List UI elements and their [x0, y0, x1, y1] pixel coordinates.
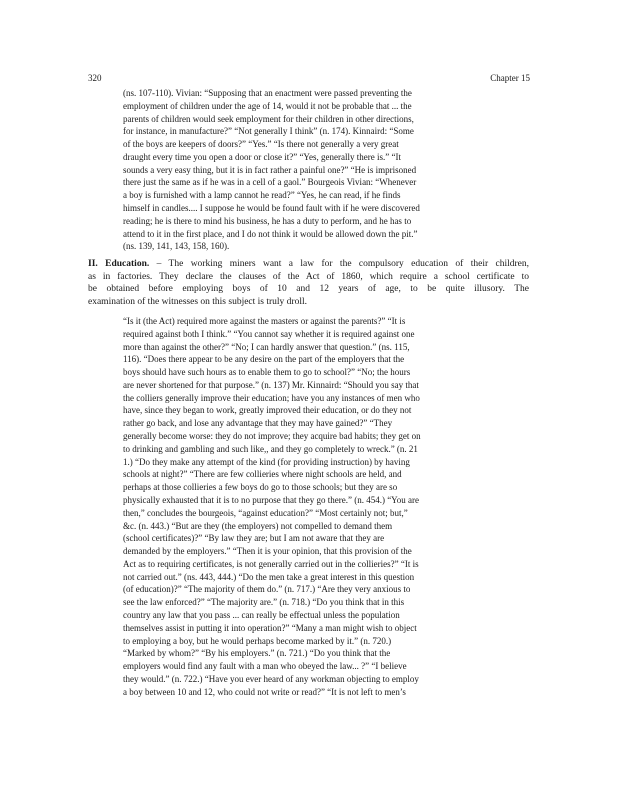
paragraph-line-text: – The working miners want a law for the compulsory education of their children, [149, 259, 529, 269]
quote-line: themselves assist in putting it into operation?” “Many a man might wish to object [123, 622, 417, 633]
testimony-quote-block-2 [123, 315, 523, 698]
quote-line: have, since they began to work, greatly improved their education, or do they not [123, 405, 412, 416]
quote-line: draught every time you open a door or close it?” “Yes, generally there is.” “It [123, 151, 401, 162]
quote-line: parents of children would seek employment for their children in other directions, [123, 113, 414, 124]
quote-line: sounds a very easy thing, but it is in fact rather a painful one?” “He is imprisoned [123, 164, 417, 175]
quote-line: they would.” (n. 722.) “Have you ever heard of any workman objecting to employ [123, 673, 419, 684]
quote-line: not carried out.” (ns. 443, 444.) “Do the men take a great interest in this question [123, 571, 415, 582]
testimony-quote-block-1 [123, 87, 523, 253]
quote-line: himself in candles.... I suppose he would be found fault with if he were discovered [123, 203, 420, 214]
quote-line: demanded by the employers.” “Then it is your opinion, that this provision of the [123, 546, 412, 557]
quote-line: &c. (n. 443.) “But are they (the employers) not compelled to demand them [123, 520, 393, 531]
quote-line: (school certificates)?” “By law they are; but I am not aware that they are [123, 533, 385, 544]
paragraph-line [88, 258, 529, 271]
education-paragraph [88, 258, 529, 309]
paragraph-line: as in factories. They declare the clauses of the Act of 1860, which require a school certificate to [88, 271, 529, 282]
quote-line: employers would find any fault with a man who obeyed the law... ?” “I believe [123, 661, 407, 672]
quote-line: country any law that you pass ... can really be effectual unless the population [123, 609, 400, 620]
quote-line: “Is it (the Act) required more against the masters or against the parents?” “It is [123, 316, 406, 326]
quote-line: 1.) “Do they make any attempt of the kind (for providing instruction) by having [123, 456, 410, 467]
quote-line: of the boys are keepers of doors?” “Yes.” “Is there not generally a very great [123, 139, 399, 150]
quote-line: employment of children under the age of 14, would it not be probable that ... the [123, 100, 412, 111]
quote-line: (ns. 139, 141, 143, 158, 160). [123, 241, 230, 252]
quote-line: attend to it in the first place, and I do not think it would be allowed down the pit.” [123, 228, 418, 239]
quote-line: schools at night?” “There are few collieries where night schools are held, and [123, 469, 402, 480]
quote-line: the colliers generally improve their education; have you any instances of men who [123, 392, 420, 403]
quote-line: physically exhausted that it is to no purpose that they go there.” (n. 454.) “You are [123, 494, 420, 505]
quote-line: boys should have such hours as to enable them to go to school?” “No; the hours [123, 367, 411, 378]
section-heading: II. Education. [88, 259, 150, 269]
quote-line: see the law enforced?” “The majority are.” (n. 718.) “Do you think that in this [123, 597, 405, 608]
quote-line: for instance, in manufacture?” “Not generally I think” (n. 174). Kinnaird: “Some [123, 126, 414, 137]
paragraph-line: examination of the witnesses on this subject is truly droll. [88, 297, 307, 308]
quote-line: are never shortened for that purpose.” (n. 137) Mr. Kinnaird: “Should you say that [123, 379, 419, 390]
quote-line: there just the same as if he was in a cell of a gaol.” Bourgeois Vivian: “Whenever [123, 177, 417, 188]
quote-line: a boy between 10 and 12, who could not write or read?” “It is not left to men’s [123, 686, 406, 697]
quote-line: (ns. 107-110). Vivian: “Supposing that an enactment were passed preventing the [123, 88, 412, 98]
quote-line: reading; he is there to mind his business, he has a duty to perform, and he has to [123, 215, 412, 226]
quote-line: more than against the other?” “No; I can hardly answer that question.” (ns. 115, [123, 341, 410, 352]
quote-line: Act as to requiring certificates, is not generally carried out in the collieries?” “It is [123, 558, 419, 569]
quote-line: then,” concludes the bourgeois, “against education?” “Most certainly not; but,” [123, 507, 408, 518]
quote-line: to employing a boy, but he would perhaps become marked by it.” (n. 720.) [123, 635, 392, 646]
quote-line: 116). “Does there appear to be any desire on the part of the employers that the [123, 354, 405, 365]
quote-line: perhaps at those collieries a few boys do go to those schools; but they are so [123, 482, 398, 493]
page-number: 320 [88, 73, 102, 83]
quote-line: a boy is furnished with a lamp cannot he read?” “Yes, he can read, if he finds [123, 190, 401, 201]
quote-line: required against both I think.” “You cannot say whether it is required against one [123, 328, 415, 339]
chapter-label: Chapter 15 [490, 73, 530, 83]
quote-line: rather go back, and lose any advantage that they may have gained?” “They [123, 418, 393, 429]
quote-line: to drinking and gambling and such like,, and they go completely to wreck.” (n. 21 [123, 443, 418, 454]
quote-line: “Marked by whom?” “By his employers.” (n. 721.) “Do you think that the [123, 648, 391, 659]
paragraph-line: be obtained before employing boys of 10 and 12 years of age, to be quite illusory. The [88, 284, 529, 295]
quote-line: (of education)?” “The majority of them do.” (n. 717.) “Are they very anxious to [123, 584, 411, 595]
quote-line: generally become worse: they do not improve; they acquire bad habits; they get on [123, 431, 421, 442]
